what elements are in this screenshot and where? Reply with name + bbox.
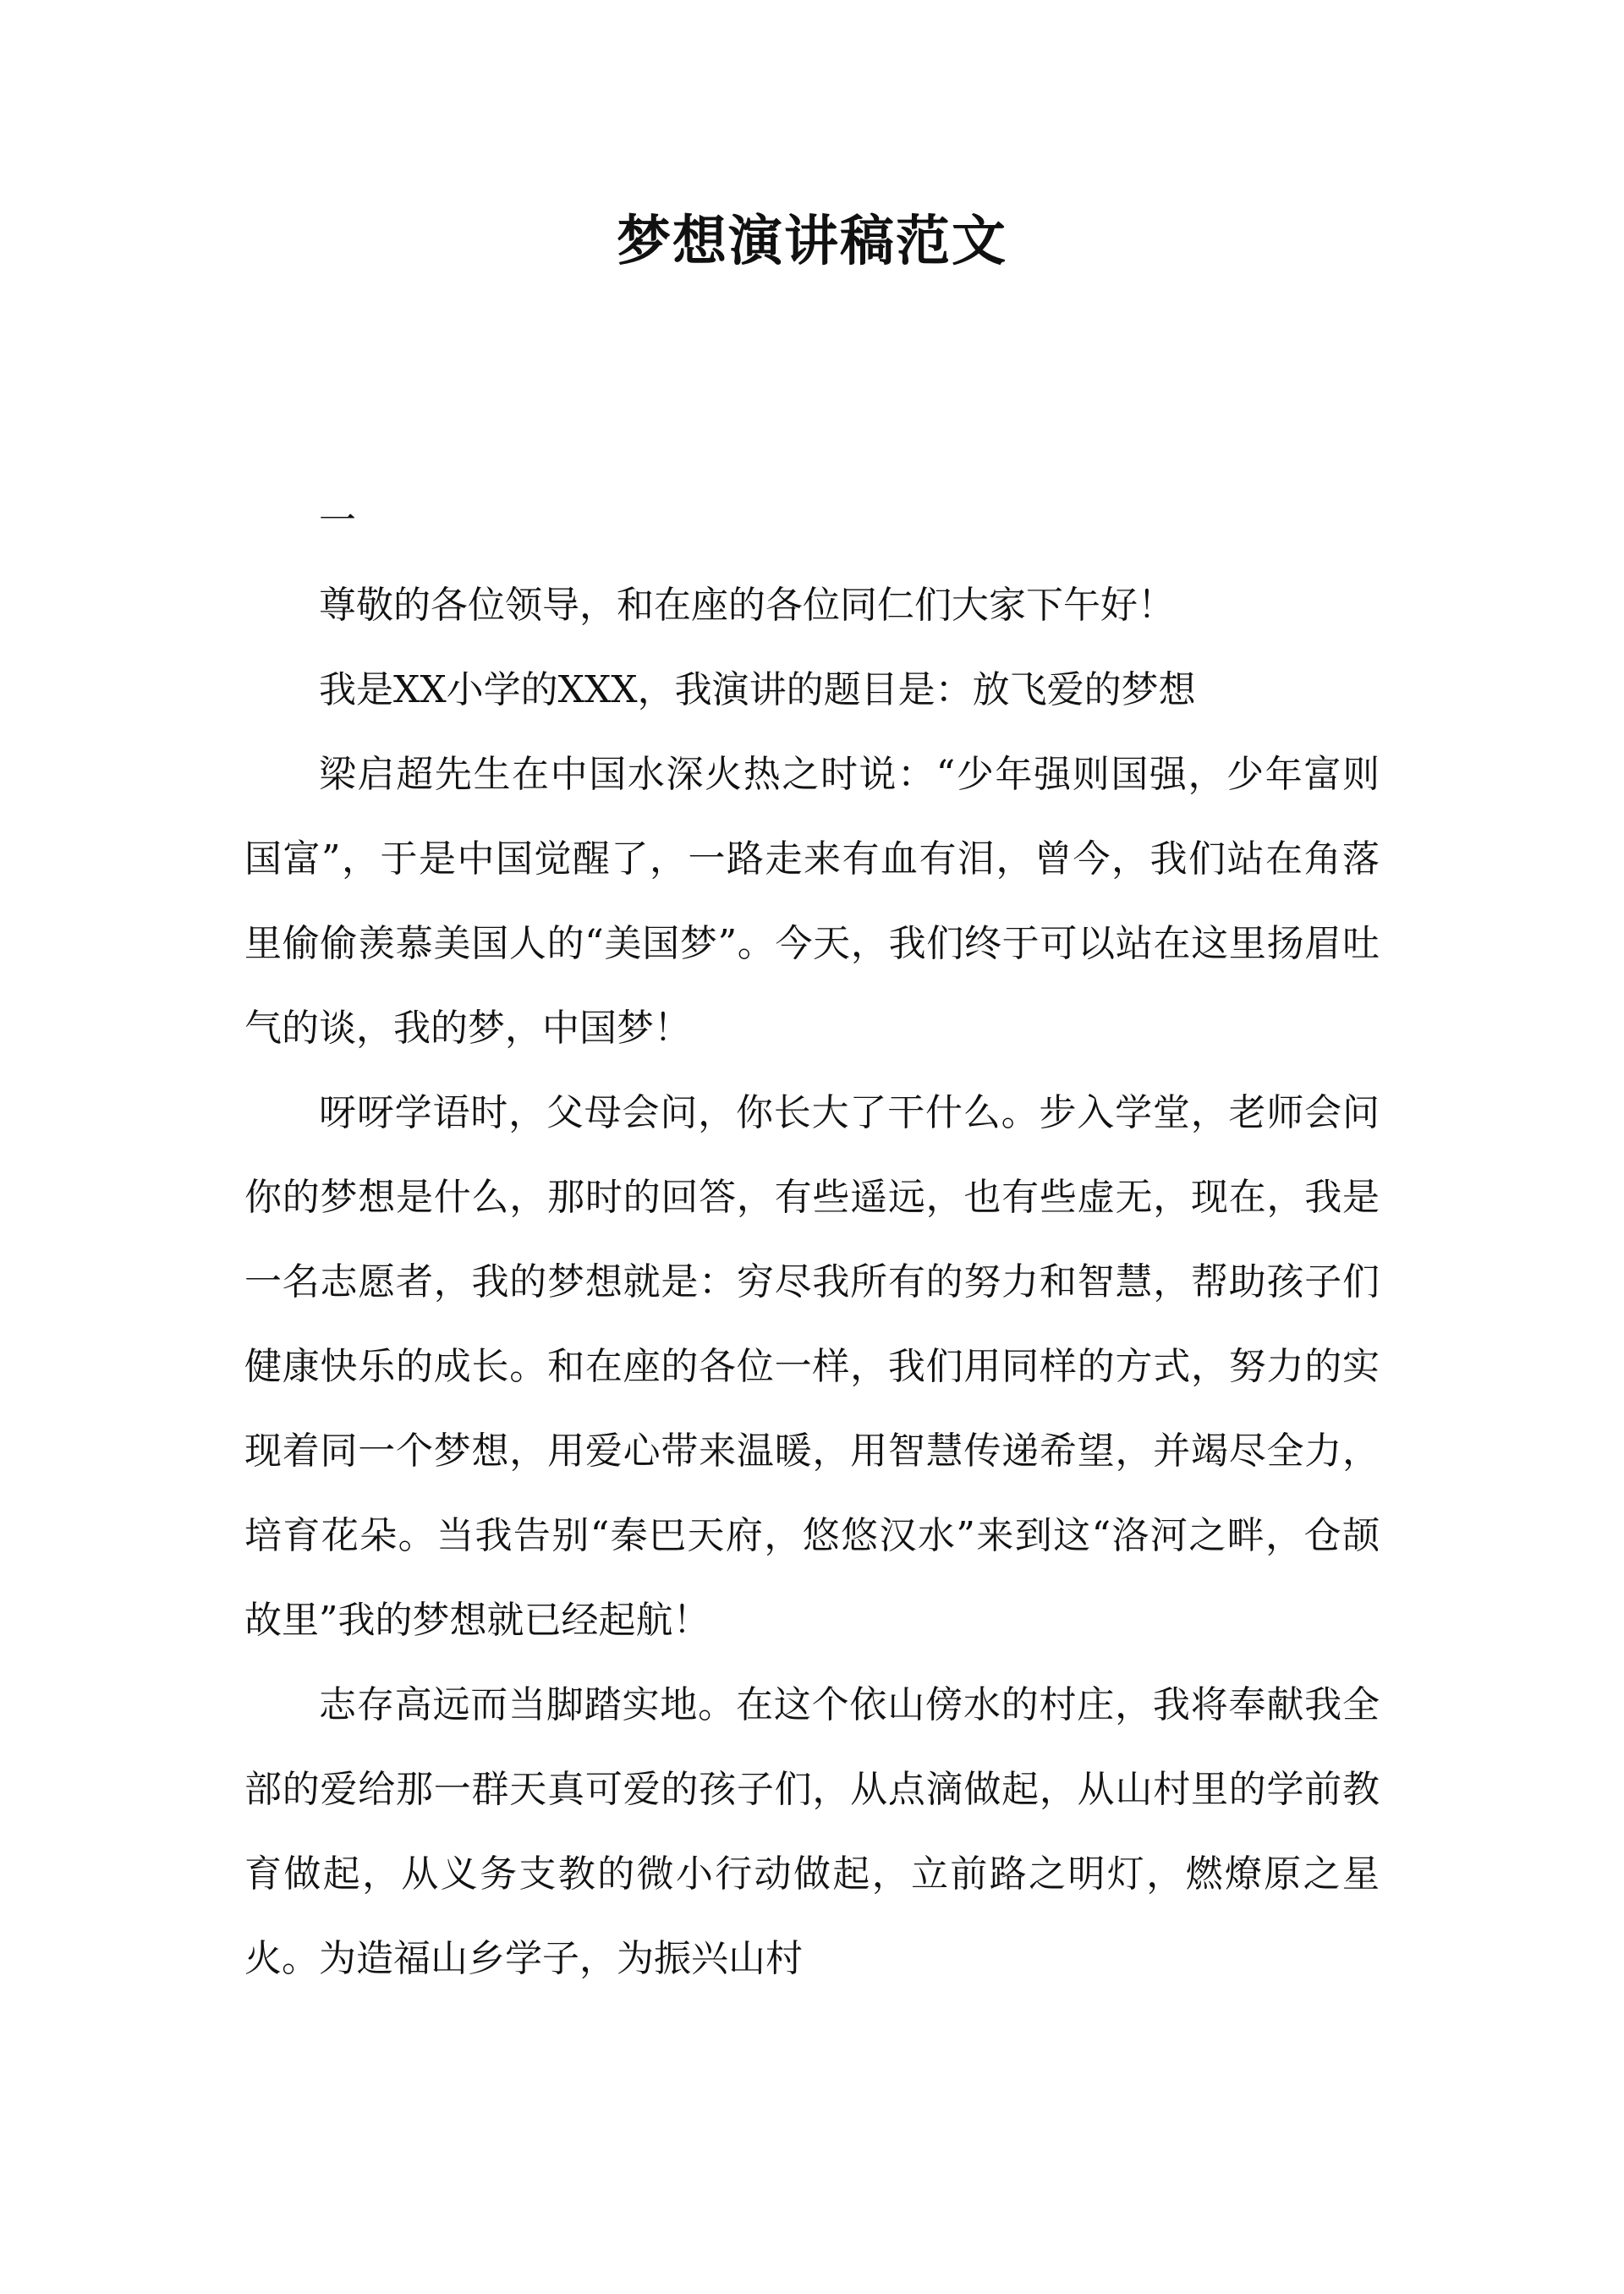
paragraph-greeting: 尊敬的各位领导，和在座的各位同仁们大家下午好！ [319, 584, 1175, 627]
document-title: 梦想演讲稿范文 [617, 210, 1007, 273]
paragraph-chinese-dream: 梁启超先生在中国水深火热之时说：“少年强则国强，少年富则国富”，于是中国觉醒了，一路走来有血有泪，曾今，我们站在角落里偷偷羡慕美国人的“美国梦”。今天，我们终于可以站在这里扬眉吐气的谈，我的梦，中国梦！ [244, 753, 1380, 1050]
document-body [244, 479, 1380, 2001]
paragraph-my-dream: 呀呀学语时，父母会问，你长大了干什么。步入学堂，老师会问你的梦想是什么，那时的回答，有些遥远，也有些虚无，现在，我是一名志愿者，我的梦想就是：穷尽我所有的努力和智慧，帮助孩子们健康快乐的成长。和在座的各位一样，我们用同样的方式，努力的实现着同一个梦想，用爱心带来温暖，用智慧传递希望，并竭尽全力，培育花朵。当我告别“秦巴天府，悠悠汉水”来到这“洛河之畔，仓颉故里”我的梦想就已经起航！ [244, 1091, 1380, 1642]
paragraph-introduction: 我是XX小学的XXX，我演讲的题目是：放飞爱的梦想 [319, 668, 1196, 711]
paragraph-ambition: 志存高远而当脚踏实地。在这个依山傍水的村庄，我将奉献我全部的爱给那一群天真可爱的孩子们，从点滴做起，从山村里的学前教育做起，从义务支教的微小行动做起，立前路之明灯，燃燎原之星火。为造福山乡学子，为振兴山村 [244, 1683, 1380, 1980]
section-number: 一 [319, 499, 356, 542]
